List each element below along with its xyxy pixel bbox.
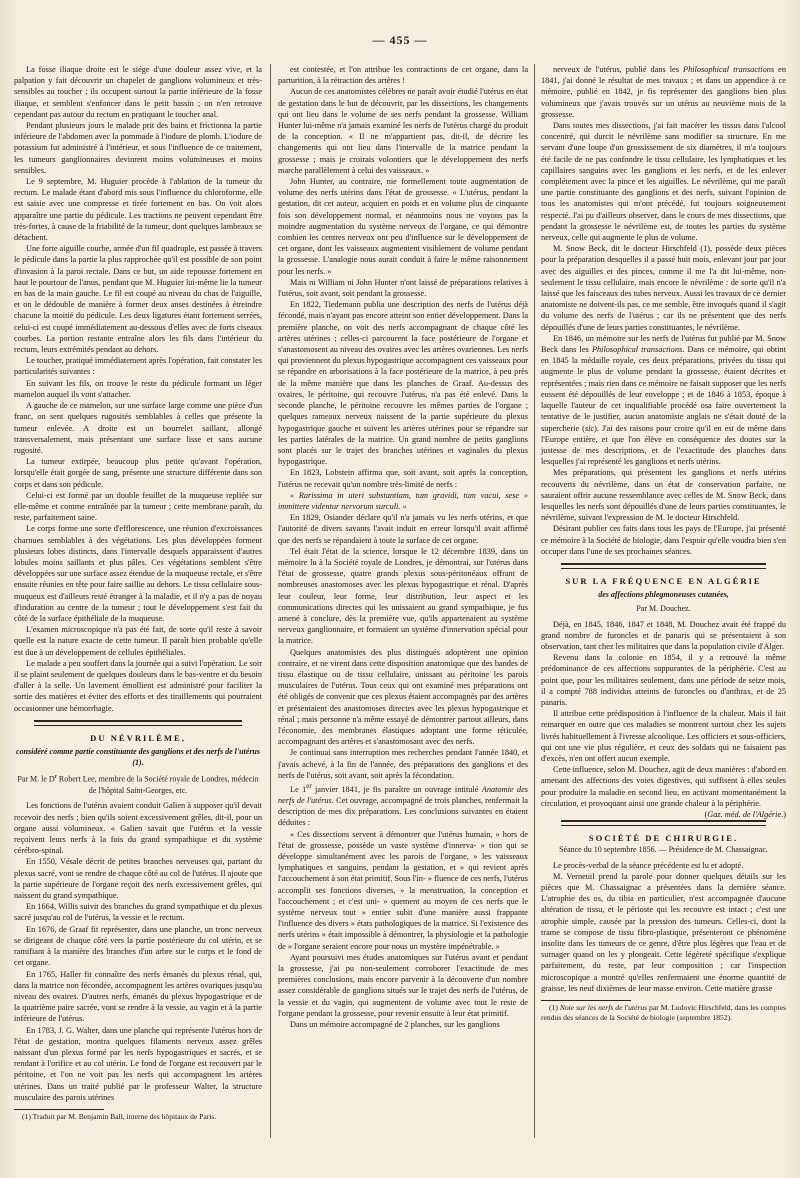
section-divider [561,825,766,826]
paragraph: M. Snow Beck, dit le docteur Hirschfeld (1), possède deux pièces pour la préparation desquelles il a passé huit mois, enlevant jour par jour avec des aiguilles et des pinces, comme il me l'a dit lui-même, non-seulement le tissu cellulaire, mais encore le névrilème : de sorte qu'il n'a laissé que les faisceaux des tubes nerveux. Aussi les travaux de ce dernier anatomiste ne doivent-ils pas, ce me semble, être invoqués quand il s'agit du volume des nerfs de l'utérus ; car ils ne présentent que des nerfs dépouillés d'une de leurs parties constituantes, le névrilème. [541,244,786,332]
paragraph: En suivant les fils, on trouve le reste du pédicule formant un léger mamelon auquel ils vont s'attacher. [14,378,262,399]
paragraph: En 1783, J. G. Walter, dans une planche qui représente l'utérus hors de l'état de gestation, montra quelques filaments nerveux assez grêles naissant d'un plexus formé par les nerfs hypogastriques et sacrés, et se rendant à l'orifice et au col utérin. Le fond de l'organe est recouvert par le péritoine, et l'on ne voit pas les nerfs qui accompagnent les artères utérines. Dans un traité publié par le professeur Walter, la structure musculaire des parois utérines [14,1025,262,1102]
footnote-rule [14,1109,104,1110]
paragraph: A gauche de ce mamelon, sur une surface large comme une pièce d'un franc, on sent quelques rugosités semblables à celles que présente la tumeur enlevée. A droite est un bourrelet saillant, allongé transversalement, mais présentant une surface lisse et sans aucune rugosité. [14,401,262,455]
paragraph: Mes préparations, qui présentent les ganglions et nerfs utérins recouverts du névrilème, dans un état de conservation parfaite, ne sauraient offrir aucune ressemblance avec celles de M. Snow Beck, dans lesquelles les nerfs sont dépouillés d'une de leurs parties constituantes, le névrilème, suivant l'expression de M. le docteur Hirschfeld. [541,468,786,523]
paragraph: Je continuai sans interruption mes recherches pendant l'année 1840, et j'avais achevé, à la fin de l'année, des préparations des ganglions et des nerfs de l'utérus, soit avant, soit après la fécondation. [278,748,528,780]
paragraph: En 1829, Osiander déclare qu'il n'a jamais vu les nerfs utérins, et que l'autorité de divers savants l'avait induit en erreur lorsqu'il avait affirmé que des nerfs se répandaient à toute la surface de cet organe. [278,513,528,545]
paragraph: Désirant publier ces faits dans tous les pays de l'Europe, j'ai présenté ce mémoire à la Société de biologie, dans l'espoir qu'elle voudra bien s'en occuper dans l'une de ses prochaines séances. [541,524,786,556]
paragraph: Quelques anatomistes des plus distingués adoptèrent une opinion contraire, et ne virent dans cette disposition anatomique que des bandes de tissu élastique ou de tissu cellulaire, unissant au péritoine les parois musculaires de l'utérus. Tous ceux qui ont examiné mes préparations ont été obligés de convenir que ces plexus étaient accompagnés par des artères et présentaient des anastomoses directes avec les plexus hypogastrique et rénal ; mais personne n'a même essayé de démontrer partout ailleurs, dans l'économie, des membranes élastiques adoptant une forme réticulée, accompagnant des artères et s'anastomosant avec des nerfs. [278,647,528,747]
paragraph: Revenu dans la colonie en 1854, il y a retrouvé la même prédominance de ces affections suppurantes de la périphérie. C'est au point que, pour les militaires seulement, dans une période de seize mois, il a compté 788 individus atteints de furoncles ou d'anthrax, et de 25 panaris. [541,653,786,707]
page-number: — 455 — [372,33,428,47]
paragraph: nerveux de l'utérus, publié dans les Philosophical transactions en 1841, j'ai donné le résultat de mes travaux ; et dans un appendice à ce mémoire, publié en 1842, je fis représenter des ganglions bien plus volumineux que j'avais trouvés sur un utérus au neuvième mois de la grossesse. [541,65,786,119]
paragraph: L'examen microscopique n'a pas été fait, de sorte qu'il reste à savoir quelle est la nature exacte de cette tumeur. Il paraît bien probable qu'elle est due à un développement de cellules épithéliales. [14,625,262,657]
paragraph: Aucun de ces anatomistes célèbres ne paraît avoir étudié l'utérus en état de gestation dans le but de découvrir, par les dissections, les changements qui ont lieu dans le volume de ses nerfs pendant la grossesse. William Hunter lui-même n'a jamais examiné les nerfs de l'utérus chargé du produit de la conception. « Il ne m'appartient pas, dit-il, de décrire les changements qui ont lieu dans l'intervalle de la matrice pendant la grossesse ; mais je croirais volontiers que le développement des nerfs marche parallèlement à celui des vaisseaux. » [278,87,528,175]
column-separator [534,64,535,1138]
paragraph: Le procès-verbal de la séance précédente est lu et adopté. [553,860,744,870]
article-byline: Par M. le $D^r$ Robert Lee, membre de la Société royale de Londres, médecin de l'hôpital Saint-Georges, etc. [17,773,259,796]
paragraph: Déjà, en 1845, 1846, 1847 et 1848, M. Douchez avait été frappé du grand nombre de furoncles et de panaris qui se présentaient à son observation, tant chez les militaires que dans la population civile d'Alger. [541,619,786,651]
paragraph: Celui-ci est formé par un double feuillet de la muqueuse repliée sur elle-même et comme entraînée par la tumeur ; cette membrane paraît, du reste, parfaitement saine. [14,490,262,523]
footnote-rule [541,1000,631,1001]
quotation: « Ces dissections servent à démontrer que l'utérus humain, » hors de l'état de grossesse, possède un vaste système d'innerva- » tion qui se développe simultanément avec les parois de l'organe, » les vaisseaux lymphatiques et sanguins, pendant la gestation, et » qui revient après l'accouchement à son état primitif. Sous l'in- » fluence de ces nerfs, l'utérus accomplit ses fonctions diverses, » la menstruation, la conception et l'accouchement ; et c'est uni- » quement au moyen de ces nerfs que le système nerveux tout » entier subit d'une manière aussi frappante l'influence des divers » états pathologiques de la matrice. Si l'existence des nerfs utérins » était impossible à démontrer, la physiologie et la pathologie de » l'organe seraient encore pour nous un mystère impénétrable. » [278,829,528,951]
paragraph: En 1823, Lobstein affirma que, soit avant, soit après la conception, l'utérus ne recevait qu'un nombre très-limité de nerfs : [278,468,528,489]
paragraph: Pendant plusieurs jours le malade prit des bains et frictionna la partie inférieure de l'abdomen avec la pommade à l'iodure de plomb. L'iodure de potassium fut administré à l'intérieur, et sous l'influence de ce traitement, les tumeurs ganglionnaires devinrent moins volumineuses et moins sensibles. [14,121,262,175]
paragraph: Le malade a peu souffert dans la journée qui a suivi l'opération. Le soir il se plaint seulement de quelques douleurs dans le bas-ventre et du besoin d'aller à la selle. Un lavement émollient est administré pour faciliter la sortie des matières et éviter des efforts et des tiraillements qui pourraient occasionner une hémorrhagie. [14,658,262,713]
column-3 [541,64,786,1150]
section-divider [561,568,766,569]
paragraph: est contestée, et l'on attribue les contractions de cet organe, dans la parturition, à la rétraction des artères ! [278,65,528,86]
paragraph: Le 1er janvier 1841, je fis paraître un ouvrage intitulé Anatomie des nerfs de l'utérus. Cet ouvrage, accompagné de trois planches, renfermait la description de mes dix préparations. Les conclusions suivantes en étaient déduites : [278,783,528,828]
article-byline: Par M. Douchez. [636,604,691,614]
paragraph: La fosse iliaque droite est le siége d'une douleur assez vive, et la palpation y fait découvrir un chapelet de ganglions volumineux et très-sensibles au toucher ; ils occupent surtout la partie inférieure de la fosse iliaque, et semblent s'enfoncer dans le petit bassin ; on n'en retrouve cependant pas autour du rectum en pratiquant le toucher anal. [14,65,262,119]
paragraph: Dans un mémoire accompagné de 2 planches, sur les ganglions [290,1020,500,1030]
column-1 [14,64,262,1150]
article-subheading: considéré comme partie constituante des ganglions et des nerfs de l'utérus (1). [15,746,260,768]
paragraph: En 1765, Haller fit connaître des nerfs émanés du plexus rénal, qui, dans la matrice non fécondée, accompagnent les artères ovariques jusqu'au niveau des ovaires. D'autres nerfs, émanés du plexus hypogastrique et de la quatrième paire sacrée, vont se rendre à la vessie, au vagin et à la partie inférieure de l'utérus. [14,969,262,1024]
section-divider [561,820,766,822]
article-heading: SOCIÉTÉ DE CHIRURGIE. [588,833,739,844]
paragraph: M. Verneuil prend la parole pour donner quelques détails sur les pièces que M. Chassaignac a présentées dans la dernière séance. L'atrophie des os, du tibia en particulier, n'est accompagnée d'aucune altération de tissu, et le périoste qui les recouvre est intact ; c'est une atrophie simple, causée par la pression des tumeurs. Celles-ci, dont la trame se compose de tissu fibro-plastique, présenteront ce phénomène insolite dans les tumeurs de ce genre, d'être plus légères que l'eau et de surnager quand on les y plongeait. Cette légèreté spécifique s'explique parfaitement, du reste, par leur composition ; car l'inspection microscopique a montré qu'elles renfermaient une énorme quantité de graisse, les neuf dixièmes de leur masse environ. Cette matière grasse [541,871,786,993]
paragraph: Les fonctions de l'utérus avaient conduit Galien à supposer qu'il devait recevoir des nerfs ; bien qu'ils soient excessivement grêles, dit-il, pour un organe aussi volumineux. « Galien savait que l'utérus et la vessie reçoivent leurs nerfs à la fois du grand sympathique et du système cérébro-spinal. [14,801,262,856]
paragraph: Ayant poursuivi mes études anatomiques sur l'utérus avant et pendant la grossesse, j'ai pu non-seulement corroborer l'exactitude de mes premières conclusions, mais encore parvenir à la découverte d'un nombre assez considérable de ganglions situés sur le trajet des nerfs de l'utérus, de la vessie et du vagin, qui augmentent de volume avec tout le reste de l'organe pendant la grossesse, pour revenir ensuite à leur état primitif. [278,952,528,1018]
paragraph: Dans toutes mes dissections, j'ai fait macérer les tissus dans l'alcool concentré, qui durcit le névrilème sans modifier sa structure. En me servant d'une loupe d'un grossissement de six diamètres, il m'a toujours été facile de ne pas confondre le tissu cellulaire, les lymphatiques et les capillaires sanguins avec les ganglions et les nerfs, et de les enlever complétement avec la pince et les aiguilles. Le névrilème, qui me paraît une partie constituante des ganglions et des nerfs, suivant l'opinion de tous les anatomistes qui m'ont précédé, fut toujours soigneusement respecté. J'ai pu d'ailleurs observer, dans le cours de mes dissections, que pendant la grossesse le névrilème est, de toutes les parties du système nerveux, celle qui augmente le plus de volume. [541,121,786,243]
article-subheading: des affections phlegmoneuses cutanées, [598,590,729,600]
column-2 [278,64,528,1150]
paragraph: Le 9 septembre, M. Huguier procède à l'ablation de la tumeur du rectum. Le malade étant d'abord mis sous l'influence du chloroforme, elle est saisie avec une compresse et tirée fortement en bas. On voit alors apparaître une partie du pédicule. Les tractions ne peuvent cependant être très-fortes, à cause de la friabilité de la tumeur, dont quelques lambeaux se détachent. [14,177,262,243]
paragraph: Le toucher, pratiqué immédiatement après l'opération, fait constater les particularités suivantes : [14,356,262,377]
paragraph: Mais ni William ni John Hunter n'ont laissé de préparations relatives à l'utérus, soit avant, soit pendant la grossesse. [278,277,528,299]
section-divider [34,720,242,722]
paragraph: En 1664, Willis suivit des branches du grand sympathique et du plexus sacré jusqu'au col de l'utérus, la vessie et le rectum. [14,902,262,923]
paragraph: En 1676, de Graaf fit représenter, dans une planche, un tronc nerveux se dirigeant de chaque côté vers la partie postérieure du col utérin, et se ramifiant à la manière des branches d'un arbre sur le corps et le fond de cet organe. [14,924,262,968]
paragraph: John Hunter, au contraire, nie formellement toute augmentation de volume des nerfs utérins dans l'état de grossesse. « L'utérus, pendant la gestation, dit cet auteur, acquiert en poids et en volume plus de cinquante fois son développement normal, et néanmoins nous ne voyons pas la moindre augmentation du système nerveux de l'organe, ce qui démontre combien les centres nerveux ont peu d'influence sur le développement de cet organe, dont les vaisseaux augmentent visiblement de volume pendant la grossesse. L'analogie nous aurait conduit à faire le même raisonnement pour les nerfs. » [278,177,528,276]
paragraph: Il attribue cette prédisposition à l'influence de la chaleur. Mais il fait remarquer en outre que ces maladies se montrent surtout chez les sujets livrés habituellement à l'ivresse alcoolique. Les officiers et sous-officiers, qui ont une vie plus régulière, et ceux des soldats qui ne faisaient pas d'excès, n'en ont offert aucun exemple. [541,709,786,763]
session-line: Séance du 10 septembre 1856. — Présidence de M. Chassaignac. [559,845,768,855]
paragraph: La tumeur extirpée, beaucoup plus petite qu'avant l'opération, lorsqu'elle était gorgée de sang, présente une structure différente dans son corps et dans son pédicule. [14,457,262,489]
paragraph: En 1822, Tiedemann publia une description des nerfs de l'utérus déjà fécondé, mais n'ayant pas encore atteint son entier développement. Dans la première planche, on voit des nerfs accompagnant de chaque côté les artères utérines ; celles-ci parcourent la face postérieure de l'organe et s'anastomosent au niveau des ovaires avec les artères ovariennes. Les nerfs qui proviennent du plexus hypogastrique accompagnent ces vaisseaux pour se répandre en arborisations à la face postérieure de la matrice, à peu près de la même manière que dans les planches de Graaf. Au-dessus des ovaires, le péritoine, qui recouvre l'utérus, n'a pas été enlevé. Dans la seconde planche, le péritoine recouvre les mêmes parties de l'organe ; quelques rameaux nerveux naissent de la partie supérieure du plexus hypogastrique gauche et suivent les artères utérines pour se répandre sur les parties latérales de la matrice. Un grand nombre de petits ganglions sont placés sur le trajet des branches utérines et vaginales du plexus hypogastrique. [278,300,528,467]
article-heading: SUR LA FRÉQUENCE EN ALGÉRIE [565,575,762,586]
column-separator [270,64,271,1138]
paragraph: Le corps forme une sorte d'efflorescence, une réunion d'excroissances charnues semblables à des végétations. Les plus développées forment plusieurs lobes distincts, dans l'intervalle desquels apparaissent d'autres lobules moins saillants et plus pâles. Ces végétations semblent s'être développées sur une surface assez étendue de la muqueuse rectale, et s'être ensuite réunies en tête pour faire saillie au dehors. Le tissu cellulaire sous-muqueux est d'ailleurs resté étranger à la maladie, et il n'y a pas de noyau d'induration au centre de la tumeur ; tout le développement s'est fait du côté de la surface épithéliale de la muqueuse. [14,524,262,623]
section-divider [34,725,242,726]
paragraph: Tel était l'état de la science, lorsque le 12 décembre 1839, dans un mémoire lu à la Société royale de Londres, je démontrai, sur l'utérus dans l'état de grossesse, quatre grands plexus sous-péritonéaux offrant de nombreuses anastomoses avec les plexus hypogastrique et rénal. D'après leur couleur, leur forme, leur distribution, leur aspect et les communications directes qui les unissaient au grand sympathique, je fus amené à conclure, dès la première vue, qu'ils appartenaient au système nerveux ganglionnaire, et formaient un système d'innervation spécial pour la matrice. [278,546,528,646]
footnote: (1) Traduit par M. Benjamin Ball, interne des hôpitaux de Paris. [22,1111,217,1121]
paragraph: En 1846, un mémoire sur les nerfs de l'utérus fut publié par M. Snow Beck dans les Philosophical transactions. Dans ce mémoire, qui obtint en 1845 la médaille royale, ces deux préparations, privées du tissu qui augmente le plus de volume pendant la grossesse, étaient décrites et représentées ; mais rien dans ce mémoire ne faisait supposer que les nerfs eussent été dépouillés de leur enveloppe ; et de 1846 à 1853, époque à laquelle l'auteur de cet inqualifiable procédé osa faire ouvertement la tentative de le justifier, aucun anatomiste anglais ne s'était douté de la supercherie (sic). J'ai des raisons pour croire qu'il en est de même dans l'Europe entière, et que l'on élève en conséquence des doutes sur la justesse de mes descriptions, et de l'exactitude des planches dans lesquelles j'ai représenté les ganglions et nerfs utérins. [541,333,786,467]
latin-quote: « Rarissima in uteri substantiam, tum gravidi, tum vacui, sese » immittere videntur nervorum surculi. » [278,490,528,511]
paragraph: Cette influence, selon M. Douchez, agit de deux manières : d'abord en amenant des affections des voies digestives, qui suffisent à elles seules pour produire la maladie en second lieu, en activant momentanément la circulation, et provoquant ainsi une grande chaleur à la périphérie. (Gaz. méd. de l'Algérie.) [541,765,786,819]
footnote: (1) Note sur les nerfs de l'utérus par M. Ludovic Hirschfeld, dans les comptes rendus des séances de la Société de biologie (septembre 1852). [541,1003,786,1023]
section-divider [561,563,766,565]
article-heading: DU NÉVRILÈME, [90,732,186,743]
paragraph: En 1550, Vésale décrit de petites branches nerveuses qui, partant du plexus sacré, vont se rendre de chaque côté au col de l'utérus. Il ajoute que la partie supérieure de l'organe reçoit des nerfs excessivement grêles, qui naissent du grand sympathique. [14,857,262,901]
paragraph: Une forte aiguille courbe, armée d'un fil quadruple, est passée à travers le pédicule dans la partie la plus rapprochée qu'il est possible de son point d'invasion à la paroi rectale. Dans ce but, un aide repousse fortement en haut le pourtour de l'anus, pendant que M. Huguier lui-même lie la tumeur en bas de la main gauche. Le fil est coupé au niveau du chas de l'aiguille, et on le dédouble de manière à former deux anses destinées à étreindre chacune la moitié du pédicule. Les deux ligatures étant fortement serrées, celui-ci est coupé immédiatement au-dessous d'elles avec de forts ciseaux courbes. La portion restante entraîne alors les fils dans l'intérieur du rectum, leurs extrémités pendant au dehors. [14,244,262,355]
